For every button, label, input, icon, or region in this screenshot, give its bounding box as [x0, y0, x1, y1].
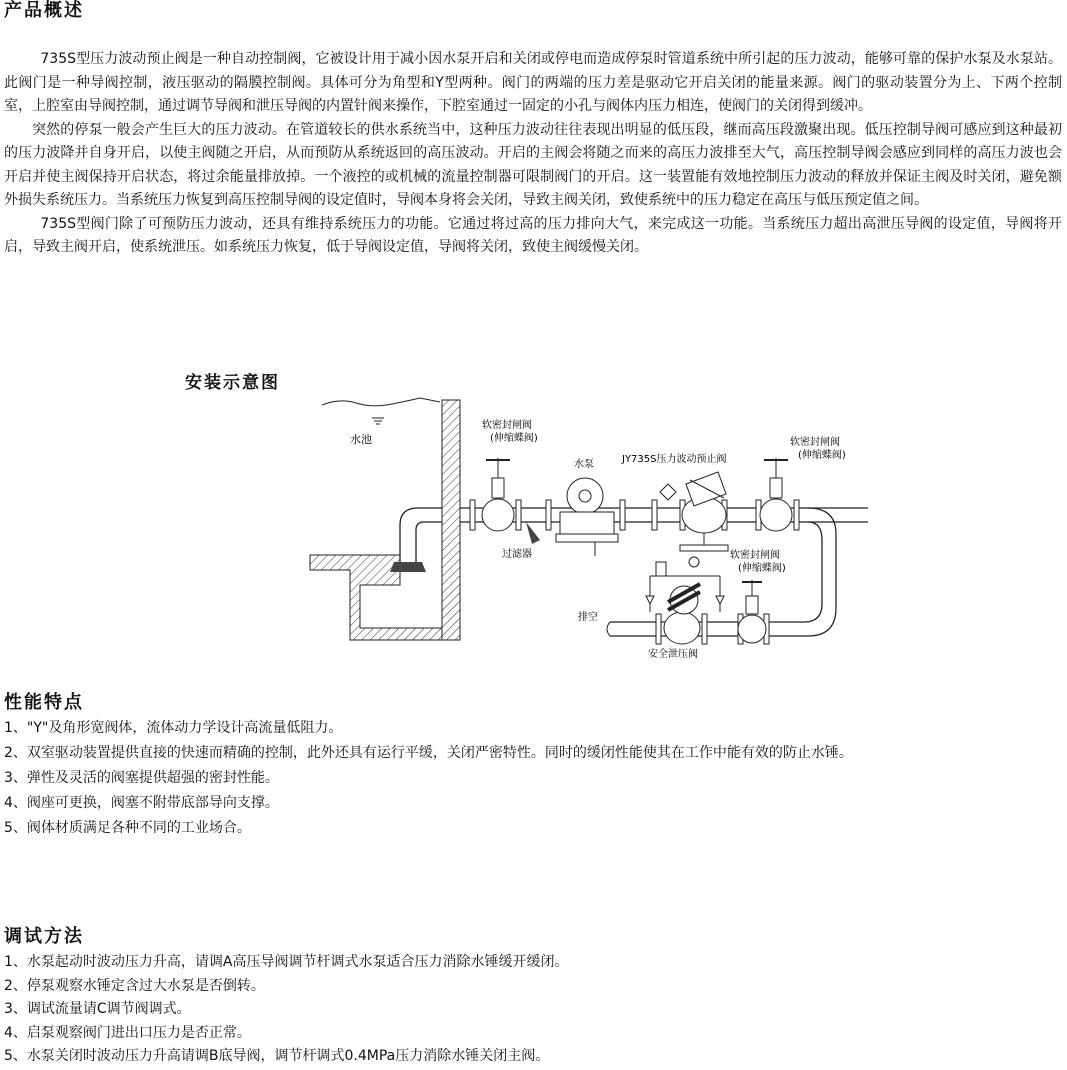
- suction-pipe: [400, 508, 442, 562]
- debugging-list: [4, 951, 568, 1069]
- foot-valve: [390, 562, 426, 572]
- feature-item-3: 3、弹性及灵活的阀塞提供超强的密封性能。: [4, 770, 279, 786]
- pump-label: 水泵: [574, 459, 594, 470]
- debug-item-1: 1、水泵起动时波动压力升高，请调A高压导阀调节杆调式水泵适合压力消除水锤缓开缓闭。: [4, 954, 569, 970]
- overview-heading: 产品概述: [4, 0, 84, 21]
- filter: [526, 522, 540, 544]
- installation-diagram: [300, 392, 890, 662]
- valve-2-label-line1: 软密封闸阀: [790, 437, 840, 448]
- debug-item-2: 2、停泵观察水锤定含过大水泵是否倒转。: [4, 977, 265, 994]
- drain-label: 排空: [578, 612, 598, 623]
- feature-item-2: 2、双室驱动装置提供直接的快速而精确的控制，此外还具有运行平缓，关闭严密特性。同时的缓闭性能使其在工作中能有效的防止水锤。: [4, 745, 853, 761]
- pool-wall: [442, 400, 460, 640]
- valve-1-label-line2: (伸缩蝶阀): [490, 433, 538, 444]
- valve-3-label-line1: 软密封闸阀: [730, 550, 780, 561]
- debugging-heading: 调试方法: [4, 926, 84, 947]
- valve-3-label-line2: (伸缩蝶阀): [738, 563, 786, 574]
- features-list: [4, 716, 853, 841]
- pump: [556, 478, 618, 556]
- surge-anticipating-valve: [660, 472, 728, 551]
- overview-paragraph-3: 735S型阀门除了可预防压力波动，还具有维持系统压力的功能。它通过将过高的压力排向大气，来完成这一功能。当系统压力超出高泄压导阀的设定值，导阀将开启，导致主阀开启，使系统泄压。如系统压力恢复，低于导阀设定值，导阀将关闭，致使主阀缓慢关闭。: [4, 215, 1062, 255]
- gate-valve-2: [760, 458, 792, 531]
- valve-1-label-line1: 软密封闸阀: [482, 420, 532, 431]
- filter-label: 过滤器: [502, 549, 532, 560]
- feature-item-4: 4、阀座可更换，阀塞不附带底部导向支撑。: [4, 795, 279, 811]
- pool-label: 水池: [350, 433, 372, 446]
- valve-2-label-line2: (伸缩蝶阀): [798, 450, 846, 461]
- main-valve-label: JY735S压力波动预止阀: [622, 454, 727, 465]
- debug-item-4: 4、启泵观察阀门进出口压力是否正常。: [4, 1024, 251, 1041]
- gate-valve-3: [738, 580, 766, 643]
- feature-item-5: 5、阀体材质满足各种不同的工业场合。: [4, 820, 251, 836]
- gate-valve-1: [482, 458, 514, 531]
- overview-text: [4, 48, 1062, 260]
- feature-item-1: 1、"Y"及角形宽阀体，流体动力学设计高流量低阻力。: [4, 720, 343, 736]
- relief-valve-label: 安全泄压阀: [648, 649, 698, 660]
- diagram-title: 安装示意图: [185, 373, 280, 393]
- features-heading: 性能特点: [4, 692, 84, 713]
- overview-paragraph-2: 突然的停泵一般会产生巨大的压力波动。在管道较长的供水系统当中，这种压力波动往往表现出明显的低压段，继而高压段激聚出现。低压控制导阀可感应到这种最初的压力波降并自身开启，以使主阀随之开启，从而预防从系统返回的高压波动。开启的主阀会将随之而来的高压力波排至大气，高压控制导阀会感应到同样的高压力波也会开启并使主阀保持开启状态，将过余能量排放掉。一个液控的或机械的流量控制器可限制阀门的开启。这一装置能有效地控制压力波动的释放并保证主阀及时关闭，避免额外损失系统压力。当系统压力恢复到高压控制导阀的设定值时，导阀本身将会关闭，导致主阀关闭，致使系统中的压力稳定在高压与低压预定值之间。: [4, 121, 1062, 208]
- debug-item-5: 5、水泵关闭时波动压力升高请调B底导阀，调节杆调式0.4MPa压力消除水锤关闭主阀。: [4, 1048, 550, 1064]
- overview-paragraph-1: 735S型压力波动预止阀是一种自动控制阀，它被设计用于减小因水泵开启和关闭或停电而造成停泵时管道系统中所引起的压力波动，能够可靠的保护水泵及水泵站。此阀门是一种导阀控制，液压驱动的隔膜控制阀。具体可分为角型和Y型两种。阀门的两端的压力差是驱动它开启关闭的能量来源。阀门的驱动装置分为上、下两个控制室，上腔室由导阀控制，通过调节导阀和泄压导阀的内置针阀来操作，下腔室通过一固定的小孔与阀体内压力相连，使阀门的关闭得到缓冲。: [4, 51, 1062, 114]
- debug-item-3: 3、调试流量请C调节阀调式。: [4, 1001, 191, 1017]
